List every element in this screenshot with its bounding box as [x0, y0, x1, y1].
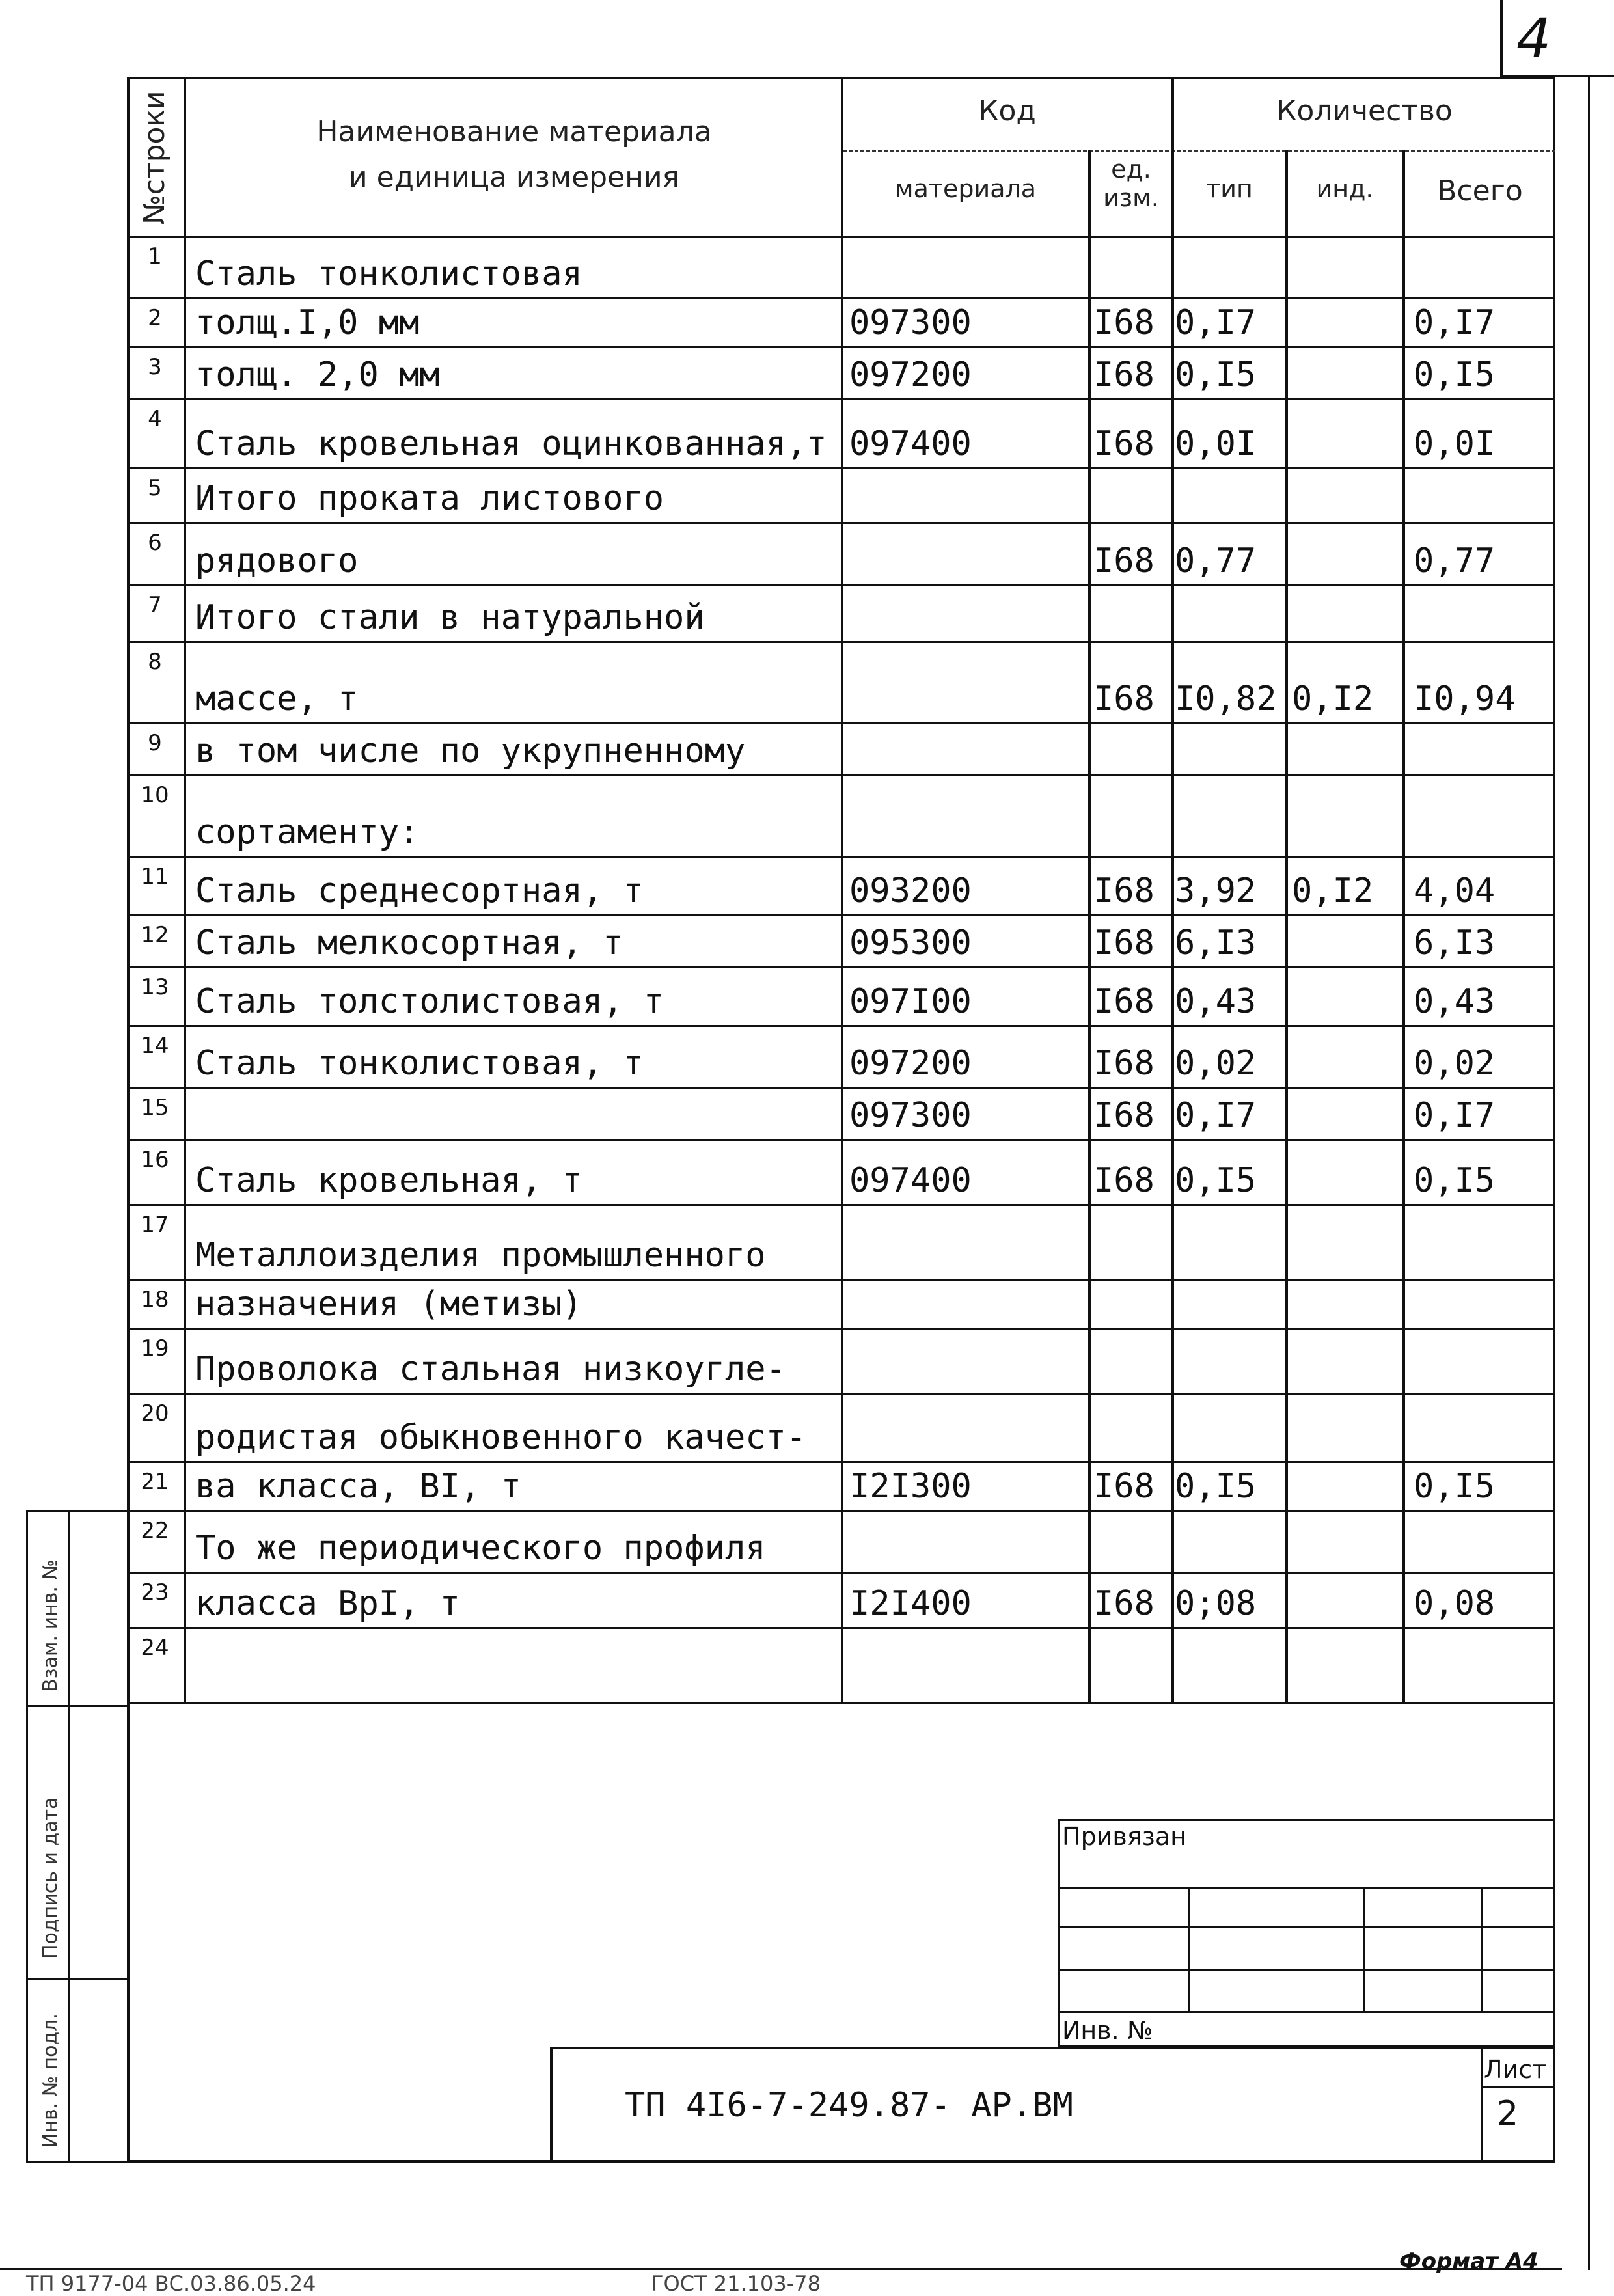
row-separator: [127, 1025, 1555, 1027]
row-separator: [127, 522, 1555, 524]
page-number: 4: [1516, 7, 1552, 70]
row-separator: [127, 398, 1555, 400]
row-separator: [127, 297, 1555, 299]
cell-name: Сталь толстолистовая, т: [195, 982, 664, 1021]
cell-unit: I68: [1093, 355, 1155, 394]
cell-unit: I68: [1093, 1096, 1155, 1135]
side-label-podpis: Подпись и дата: [39, 1797, 62, 1959]
privyazan-label: Привязан: [1062, 1822, 1186, 1851]
row-separator: [127, 856, 1555, 858]
cell-total: 0,I5: [1414, 355, 1496, 394]
cell-typ: 0,I7: [1175, 303, 1257, 342]
row-number: 8: [148, 649, 162, 675]
cell-code: I2I300: [849, 1467, 972, 1506]
cell-ind: 0,I2: [1292, 871, 1374, 910]
side-label-vzam: Взам. инв. №: [39, 1559, 62, 1692]
cell-code: I2I400: [849, 1584, 972, 1623]
cell-typ: 6,I3: [1175, 923, 1257, 963]
cell-code: 097200: [849, 355, 972, 394]
row-separator: [127, 1328, 1555, 1330]
cell-total: 0,I5: [1414, 1467, 1496, 1506]
cell-name: родистая обыкновенного качест-: [195, 1418, 807, 1457]
header-unit: ед. изм.: [1103, 155, 1159, 212]
row-number: 21: [141, 1469, 169, 1495]
header-code: Код: [978, 94, 1036, 128]
row-separator: [127, 1279, 1555, 1281]
cell-ind: 0,I2: [1292, 679, 1374, 718]
sheet-label: Лист: [1484, 2055, 1547, 2084]
cell-typ: 0,02: [1175, 1044, 1257, 1083]
side-label-inv-podl: Инв. № подл.: [39, 2013, 62, 2148]
cell-typ: 0,I5: [1175, 355, 1257, 394]
cell-code: 097200: [849, 1044, 972, 1083]
row-separator: [127, 914, 1555, 916]
row-separator: [127, 1627, 1555, 1629]
header-name: Наименование материала и единица измерения: [316, 115, 712, 194]
cell-typ: 0,I7: [1175, 1096, 1257, 1135]
cell-name: класса BpI, т: [195, 1584, 460, 1623]
cell-total: I0,94: [1414, 679, 1516, 718]
row-separator: [127, 641, 1555, 643]
row-number: 10: [141, 782, 169, 808]
row-separator: [127, 966, 1555, 968]
cell-code: 097400: [849, 424, 972, 463]
cell-name: Сталь мелкосортная, т: [195, 923, 623, 963]
row-number: 1: [148, 243, 162, 269]
row-separator: [127, 1572, 1555, 1574]
cell-total: 0,43: [1414, 982, 1496, 1021]
cell-name: Сталь среднесортная, т: [195, 871, 644, 910]
cell-typ: 0;08: [1175, 1584, 1257, 1623]
row-separator: [127, 1461, 1555, 1463]
header-typ: тип: [1206, 174, 1253, 203]
cell-name: назначения (метизы): [195, 1285, 582, 1324]
cell-typ: 0,0I: [1175, 424, 1257, 463]
row-number: 16: [141, 1147, 169, 1173]
cell-name: рядового: [195, 541, 359, 581]
cell-name: Сталь тонколистовая, т: [195, 1044, 644, 1083]
cell-unit: I68: [1093, 424, 1155, 463]
row-number: 15: [141, 1095, 169, 1121]
sheet-number: 2: [1497, 2094, 1519, 2133]
cell-name: Сталь тонколистовая: [195, 254, 582, 294]
row-number: 14: [141, 1033, 169, 1059]
row-number: 23: [141, 1579, 169, 1606]
row-separator: [127, 467, 1555, 469]
cell-name: толщ.I,0 мм: [195, 303, 420, 342]
cell-name: толщ. 2,0 мм: [195, 355, 440, 394]
cell-unit: I68: [1093, 923, 1155, 963]
cell-code: 097I00: [849, 982, 972, 1021]
cell-typ: 3,92: [1175, 871, 1257, 910]
row-separator: [127, 1087, 1555, 1089]
header-quantity: Количество: [1276, 94, 1453, 128]
cell-name: Проволока стальная низкоугле-: [195, 1350, 786, 1389]
cell-unit: I68: [1093, 679, 1155, 718]
row-number: 19: [141, 1335, 169, 1361]
cell-name: ва класса, BI, т: [195, 1467, 521, 1506]
row-number: 12: [141, 922, 169, 948]
row-separator: [127, 584, 1555, 586]
cell-total: 0,I7: [1414, 1096, 1496, 1135]
cell-total: 0,I5: [1414, 1161, 1496, 1200]
cell-code: 097300: [849, 303, 972, 342]
row-number: 22: [141, 1518, 169, 1544]
cell-typ: 0,I5: [1175, 1161, 1257, 1200]
cell-typ: 0,43: [1175, 982, 1257, 1021]
cell-name: Сталь кровельная оцинкованная,т: [195, 424, 827, 463]
cell-unit: I68: [1093, 1161, 1155, 1200]
row-number: 3: [148, 354, 162, 380]
row-separator: [127, 1393, 1555, 1395]
cell-total: 0,77: [1414, 541, 1496, 581]
cell-name: Металлоизделия промышленного: [195, 1236, 766, 1275]
cell-name: Итого стали в натуральной: [195, 598, 705, 637]
cell-name: в том числе по укрупненному: [195, 731, 746, 771]
document-code: ТП 4I6-7-249.87- АР.ВМ: [625, 2086, 1073, 2125]
cell-total: 0,08: [1414, 1584, 1496, 1623]
row-number: 13: [141, 974, 169, 1000]
row-number: 9: [148, 730, 162, 756]
header-total: Всего: [1437, 174, 1523, 208]
cell-typ: 0,I5: [1175, 1467, 1257, 1506]
cell-total: 0,0I: [1414, 424, 1496, 463]
row-separator: [127, 774, 1555, 776]
cell-unit: I68: [1093, 871, 1155, 910]
cell-name: То же периодического профиля: [195, 1529, 766, 1568]
header-code-material: материала: [894, 174, 1037, 203]
row-number: 6: [148, 530, 162, 556]
cell-unit: I68: [1093, 1467, 1155, 1506]
cell-unit: I68: [1093, 1584, 1155, 1623]
cell-name: массе, т: [195, 679, 359, 718]
row-separator: [127, 1204, 1555, 1206]
inv-no-label: Инв. №: [1062, 2016, 1153, 2045]
row-number: 20: [141, 1401, 169, 1427]
footer-left: ТП 9177-04 ВС.03.86.05.24: [26, 2271, 316, 2296]
row-number: 17: [141, 1212, 169, 1238]
cell-code: 093200: [849, 871, 972, 910]
cell-unit: I68: [1093, 982, 1155, 1021]
cell-unit: I68: [1093, 1044, 1155, 1083]
cell-typ: 0,77: [1175, 541, 1257, 581]
row-separator: [127, 1139, 1555, 1141]
header-ind: инд.: [1316, 174, 1374, 203]
row-separator: [127, 722, 1555, 724]
row-number: 18: [141, 1287, 169, 1313]
cell-code: 097400: [849, 1161, 972, 1200]
cell-unit: I68: [1093, 303, 1155, 342]
cell-total: 0,I7: [1414, 303, 1496, 342]
cell-code: 097300: [849, 1096, 972, 1135]
row-number: 24: [141, 1635, 169, 1661]
format-label: Формат А4: [1399, 2248, 1539, 2275]
cell-total: 4,04: [1414, 871, 1496, 910]
footer-center: ГОСТ 21.103-78: [651, 2271, 821, 2296]
row-separator: [127, 1510, 1555, 1512]
header-row-number: №строки: [138, 90, 171, 225]
row-number: 2: [148, 305, 162, 331]
cell-name: Сталь кровельная, т: [195, 1161, 582, 1200]
cell-typ: I0,82: [1175, 679, 1277, 718]
cell-total: 0,02: [1414, 1044, 1496, 1083]
cell-name: Итого проката листового: [195, 479, 664, 518]
row-number: 7: [148, 592, 162, 618]
cell-unit: I68: [1093, 541, 1155, 581]
row-number: 11: [141, 864, 169, 890]
row-number: 5: [148, 475, 162, 501]
row-separator: [127, 346, 1555, 348]
row-number: 4: [148, 406, 162, 432]
cell-name: сортаменту:: [195, 813, 420, 852]
cell-code: 095300: [849, 923, 972, 963]
cell-total: 6,I3: [1414, 923, 1496, 963]
